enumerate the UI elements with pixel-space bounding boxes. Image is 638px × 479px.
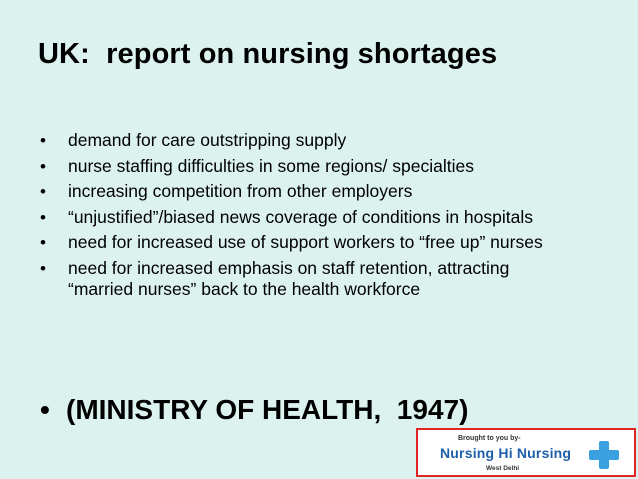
- bullet-text: need for increased use of support workers to “free up” nurses: [68, 232, 543, 252]
- sponsor-logo[interactable]: [416, 428, 636, 477]
- citation: [40, 394, 468, 426]
- bullet-text: increasing competition from other employers: [68, 181, 413, 201]
- logo-name: Nursing Hi Nursing: [440, 445, 572, 461]
- bullet-marker: •: [40, 233, 46, 252]
- bullet-text: nurse staffing difficulties in some regions/ specialties: [68, 155, 474, 176]
- bullet-marker: •: [40, 207, 46, 227]
- bullet-item: [40, 232, 548, 254]
- bullet-item: [40, 130, 600, 152]
- logo-location: West Delhi: [486, 465, 520, 472]
- bullet-item: [40, 258, 538, 301]
- logo-tagline: Brought to you by-: [458, 435, 521, 442]
- citation-text: (MINISTRY OF HEALTH, 1947): [66, 394, 469, 425]
- bullet-item: [40, 181, 600, 203]
- medical-cross-icon: [588, 440, 620, 470]
- bullet-marker: •: [40, 156, 46, 176]
- bullet-marker: •: [40, 394, 50, 425]
- bullet-marker: •: [40, 131, 46, 150]
- bullet-item: [40, 207, 548, 229]
- bullet-marker: •: [40, 182, 46, 201]
- bullet-text: need for increased emphasis on staff retention, attracting “married nurses” back to the health workforce: [68, 257, 510, 299]
- bullet-text: demand for care outstripping supply: [68, 130, 347, 150]
- bullet-marker: •: [40, 258, 46, 278]
- bullet-item: [40, 156, 600, 178]
- bullet-list: [40, 130, 600, 305]
- slide-title: UK: report on nursing shortages: [38, 38, 498, 70]
- bullet-text: “unjustified”/biased news coverage of conditions in hospitals: [68, 206, 533, 227]
